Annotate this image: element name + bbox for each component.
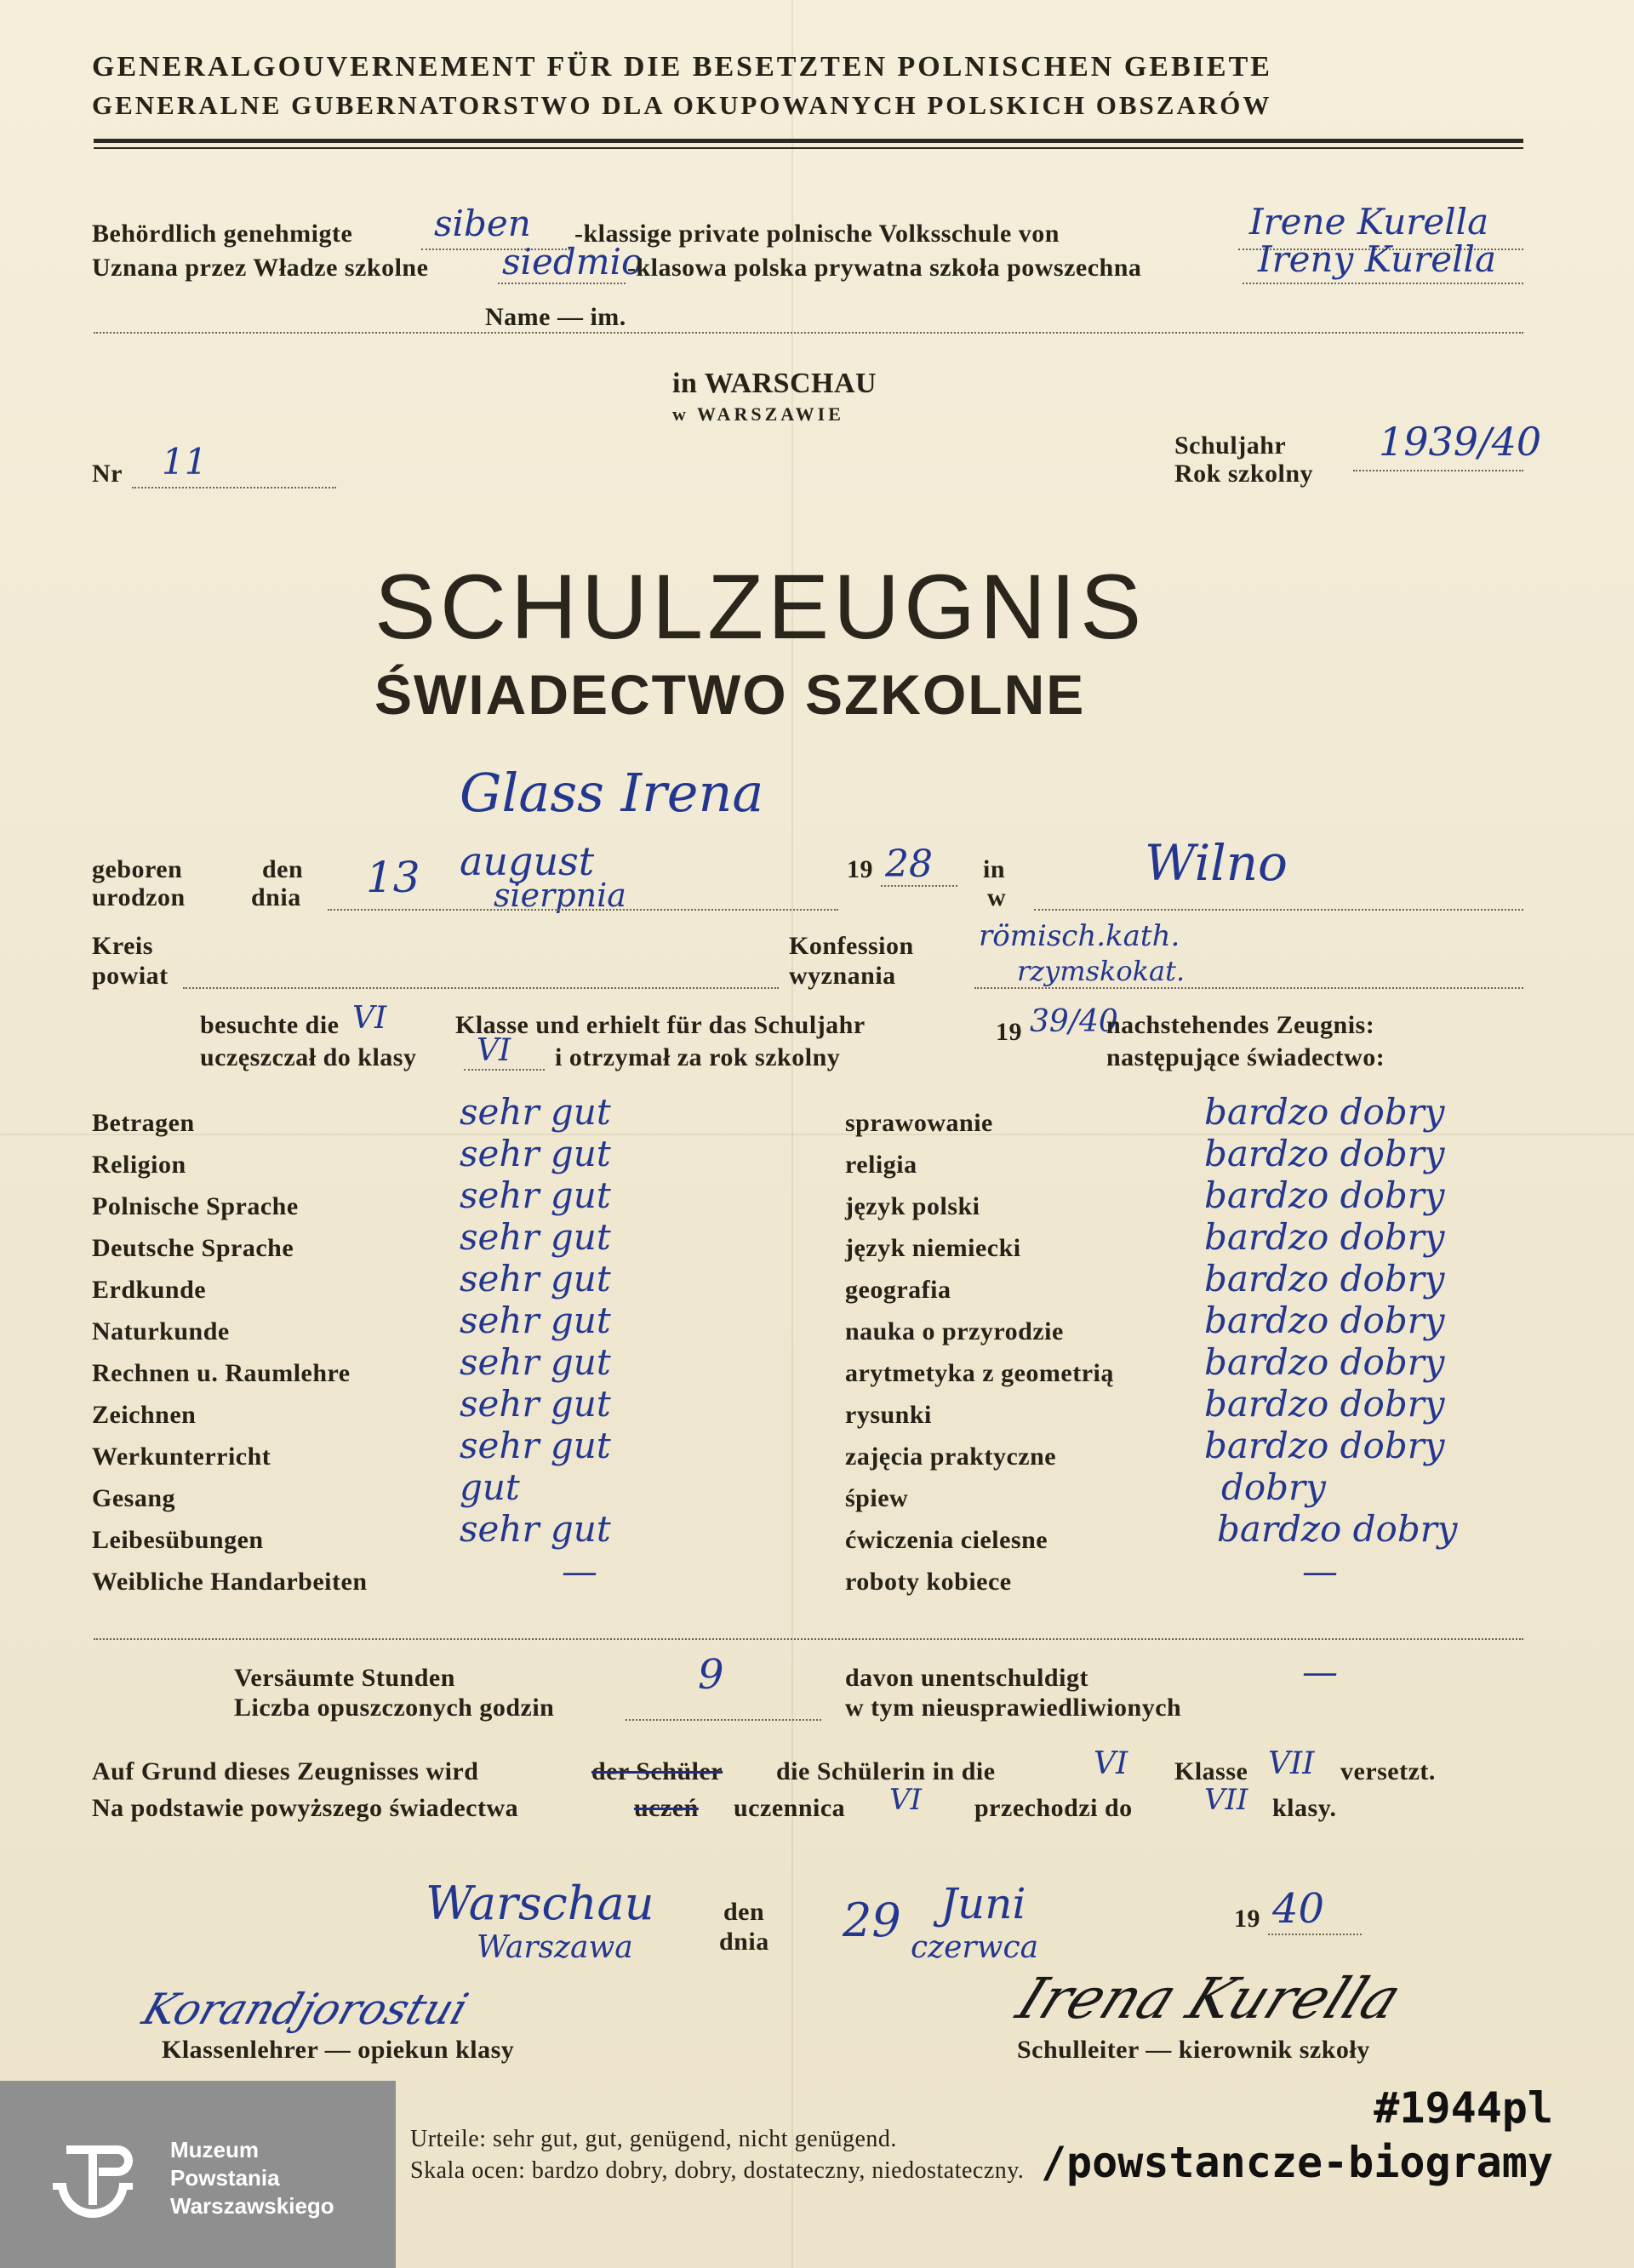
museum-name-line2: Powstania	[170, 2165, 280, 2191]
dotted-line	[464, 1069, 545, 1071]
grade-pl-handwritten: bardzo dobry	[1204, 1091, 1445, 1133]
birth-year-prefix: 19	[847, 855, 873, 883]
museum-logo-box	[0, 2081, 396, 2268]
subject-de: Erdkunde	[92, 1276, 207, 1304]
class-line1-c: nachstehendes Zeugnis:	[1106, 1011, 1375, 1039]
subject-de: Religion	[92, 1151, 186, 1179]
grade-de-handwritten: sehr gut	[460, 1300, 611, 1341]
header-rule-thick	[94, 139, 1523, 143]
school-de-classes-handwritten: siben	[434, 203, 531, 244]
subject-pl: roboty kobiece	[845, 1568, 1012, 1596]
class-line1-b: Klasse und erhielt für das Schuljahr	[455, 1011, 866, 1039]
dotted-line	[328, 909, 838, 911]
grade-de-handwritten: gut	[460, 1466, 520, 1508]
city-german: in WARSCHAU	[672, 368, 877, 399]
confession-label-de: Konfession	[789, 932, 914, 960]
grade-pl-handwritten: bardzo dobry	[1217, 1508, 1458, 1550]
subject-de: Zeichnen	[92, 1401, 197, 1429]
grade-de-handwritten: sehr gut	[460, 1508, 611, 1550]
name-label: Name — im.	[485, 303, 626, 331]
class-line2-a: uczęszczał do klasy	[200, 1043, 417, 1071]
head-label: Schulleiter — kierownik szkoły	[1017, 2036, 1370, 2064]
grade-pl-handwritten: bardzo dobry	[1204, 1174, 1445, 1216]
grade-de-handwritten: sehr gut	[460, 1216, 611, 1258]
teacher-label: Klassenlehrer — opiekun klasy	[162, 2036, 515, 2064]
grade-de-handwritten: sehr gut	[460, 1258, 611, 1300]
promotion-pl-a: Na podstawie powyższego świadectwa	[92, 1794, 519, 1822]
unexcused-label-de: davon unentschuldigt	[845, 1664, 1088, 1692]
class-line2-c: następujące świadectwo:	[1106, 1043, 1385, 1071]
dotted-line	[1268, 1934, 1362, 1935]
promotion-pl-to-handwritten: VII	[1204, 1783, 1248, 1817]
dotted-line	[1243, 283, 1523, 284]
class-line2-b: i otrzymał za rok szkolny	[555, 1043, 841, 1071]
subject-pl: religia	[845, 1151, 917, 1179]
promotion-de-from-handwritten: VI	[1094, 1746, 1128, 1781]
promotion-de-struck: der Schüler	[591, 1757, 723, 1785]
school-de-prefix: Behördlich genehmigte	[92, 220, 353, 248]
place-label-pl: w	[987, 883, 1007, 911]
district-label-de: Kreis	[92, 932, 153, 960]
subject-de: Leibesübungen	[92, 1526, 264, 1554]
grade-de-handwritten: sehr gut	[460, 1341, 611, 1383]
subject-de: Gesang	[92, 1484, 176, 1512]
subject-pl: arytmetyka z geometrią	[845, 1359, 1114, 1387]
grade-pl-handwritten: bardzo dobry	[1204, 1383, 1445, 1425]
header-polish: GENERALNE GUBERNATORSTWO DLA OKUPOWANYCH POLSKICH OBSZARÓW	[92, 90, 1272, 120]
class-line2-class-handwritten: VI	[477, 1033, 511, 1068]
hashtag-1944pl: #1944pl	[1374, 2083, 1553, 2133]
nr-label: Nr	[92, 460, 123, 488]
confession-label-pl: wyznania	[789, 962, 896, 990]
unexcused-label-pl: w tym nieusprawiedliwionych	[845, 1694, 1182, 1722]
promotion-pl-c: przechodzi do	[974, 1794, 1133, 1822]
school-pl-classes-handwritten: siedmio	[502, 241, 643, 283]
city-polish: w WARSZAWIE	[672, 403, 844, 425]
head-signature: Irena Kurella	[1008, 1966, 1411, 2031]
subject-pl: język polski	[845, 1192, 980, 1220]
grade-pl-handwritten: bardzo dobry	[1204, 1341, 1445, 1383]
dotted-line	[974, 987, 1523, 989]
promotion-de-a: Auf Grund dieses Zeugnisses wird	[92, 1757, 479, 1785]
title-polish: ŚWIADECTWO SZKOLNE	[374, 663, 1086, 726]
school-pl-prefix: Uznana przez Władze szkolne	[92, 254, 429, 282]
confession-de-handwritten: römisch.kath.	[979, 919, 1180, 953]
subject-de: Weibliche Handarbeiten	[92, 1568, 368, 1596]
subject-pl: zajęcia praktyczne	[845, 1442, 1057, 1471]
birth-place-handwritten: Wilno	[1145, 834, 1288, 892]
signing-day-label-pl: dnia	[719, 1928, 769, 1956]
grade-pl-handwritten: bardzo dobry	[1204, 1300, 1445, 1341]
dotted-line	[1034, 909, 1523, 911]
school-year-value-handwritten: 1939/40	[1379, 419, 1542, 465]
subject-pl: język niemiecki	[845, 1234, 1021, 1262]
title-german: SCHULZEUGNIS	[374, 555, 1146, 658]
dotted-line	[626, 1719, 821, 1721]
signing-place-pl-handwritten: Warszawa	[477, 1930, 633, 1965]
missed-hours-handwritten: 9	[698, 1651, 724, 1699]
place-label-de: in	[983, 855, 1006, 883]
class-line1-class-handwritten: VI	[352, 1001, 387, 1036]
anchor-kotwica-icon	[51, 2130, 145, 2224]
dotted-line	[94, 1638, 1523, 1640]
promotion-de-to-handwritten: VII	[1268, 1746, 1315, 1781]
subject-de: Deutsche Sprache	[92, 1234, 294, 1262]
subject-de: Polnische Sprache	[92, 1192, 299, 1220]
subject-de: Betragen	[92, 1109, 195, 1137]
school-pl-owner-handwritten: Ireny Kurella	[1258, 238, 1496, 280]
grade-de-handwritten: sehr gut	[460, 1425, 611, 1466]
subject-pl: geografia	[845, 1276, 951, 1304]
missed-hours-label-de: Versäumte Stunden	[234, 1664, 455, 1692]
grading-scale-pl: Skala ocen: bardzo dobry, dobry, dostateczny, niedostateczny.	[410, 2157, 1025, 2184]
subject-pl: nauka o przyrodzie	[845, 1317, 1064, 1345]
dotted-line	[498, 283, 626, 284]
born-label-pl: urodzon	[92, 883, 186, 911]
subject-de: Rechnen u. Raumlehre	[92, 1359, 351, 1387]
promotion-de-c: Klasse	[1174, 1757, 1248, 1785]
biograms-handle: /powstancze-biogramy	[1040, 2138, 1553, 2187]
day-label-de: den	[262, 855, 304, 883]
grade-pl-handwritten: bardzo dobry	[1204, 1258, 1445, 1300]
subject-pl: śpiew	[845, 1484, 909, 1512]
promotion-pl-struck: uczeń	[634, 1794, 699, 1822]
subject-de: Naturkunde	[92, 1317, 230, 1345]
museum-name-line1: Muzeum	[170, 2137, 259, 2162]
class-year-prefix: 19	[996, 1018, 1022, 1046]
birth-day-handwritten: 13	[366, 853, 420, 902]
nr-value-handwritten: 11	[162, 441, 208, 483]
subject-pl: sprawowanie	[845, 1109, 993, 1137]
class-year-handwritten: 39/40	[1030, 1004, 1118, 1039]
school-year-label-pl: Rok szkolny	[1174, 460, 1314, 488]
district-label-pl: powiat	[92, 962, 169, 990]
subject-pl: ćwiczenia cielesne	[845, 1526, 1048, 1554]
school-de-suffix: -klassige private polnische Volksschule von	[574, 220, 1060, 248]
header-rule-thin	[94, 147, 1523, 149]
signing-day-label-de: den	[723, 1898, 765, 1926]
birth-month-pl-handwritten: sierpnia	[494, 877, 626, 914]
dotted-line	[94, 332, 1523, 334]
signing-month-pl-handwritten: czerwca	[911, 1930, 1039, 1965]
school-de-owner-handwritten: Irene Kurella	[1249, 201, 1489, 243]
museum-name-line3: Warszawskiego	[170, 2193, 334, 2219]
promotion-de-b: die Schülerin in die	[776, 1757, 996, 1785]
dotted-line	[881, 885, 957, 887]
promotion-pl-from-handwritten: VI	[889, 1783, 922, 1817]
museum-name	[170, 2136, 334, 2220]
signing-year-prefix: 19	[1234, 1905, 1260, 1933]
signing-month-de-handwritten: Juni	[940, 1879, 1026, 1928]
promotion-pl-d: klasy.	[1272, 1794, 1337, 1822]
grade-de-handwritten: sehr gut	[460, 1383, 611, 1425]
missed-hours-label-pl: Liczba opuszczonych godzin	[234, 1694, 555, 1722]
signing-place-de-handwritten: Warschau	[426, 1877, 654, 1930]
class-line1-a: besuchte die	[200, 1011, 340, 1039]
dotted-line	[1353, 470, 1523, 471]
subject-pl: rysunki	[845, 1401, 932, 1429]
grade-pl-handwritten: bardzo dobry	[1204, 1425, 1445, 1466]
teacher-signature: Korandjorostui	[136, 1985, 475, 2034]
grade-de-handwritten: sehr gut	[460, 1091, 611, 1133]
grade-de-handwritten: —	[562, 1551, 597, 1592]
day-label-pl: dnia	[251, 883, 301, 911]
confession-pl-handwritten: rzymskokat.	[1017, 955, 1186, 987]
birth-year-handwritten: 28	[885, 843, 933, 886]
grade-de-handwritten: sehr gut	[460, 1133, 611, 1174]
dotted-line	[132, 487, 336, 488]
grade-pl-handwritten: bardzo dobry	[1204, 1133, 1445, 1174]
signing-day-handwritten: 29	[843, 1894, 901, 1947]
school-pl-suffix: -klasowa polska prywatna szkoła powszechna	[627, 254, 1142, 282]
grade-pl-handwritten: —	[1302, 1551, 1338, 1592]
student-name-handwritten: Glass Irena	[460, 762, 764, 824]
grade-de-handwritten: sehr gut	[460, 1174, 611, 1216]
subject-de: Werkunterricht	[92, 1442, 271, 1471]
unexcused-hours-handwritten: —	[1302, 1651, 1338, 1693]
school-year-label-de: Schuljahr	[1174, 431, 1287, 460]
dotted-line	[183, 987, 779, 989]
header-german: GENERALGOUVERNEMENT FÜR DIE BESETZTEN POLNISCHEN GEBIETE	[92, 51, 1272, 83]
signing-year-handwritten: 40	[1272, 1885, 1325, 1933]
grade-pl-handwritten: bardzo dobry	[1204, 1216, 1445, 1258]
grade-pl-handwritten: dobry	[1221, 1466, 1326, 1508]
grading-scale-de: Urteile: sehr gut, gut, genügend, nicht genügend.	[410, 2126, 897, 2152]
born-label-de: geboren	[92, 855, 183, 883]
birth-month-de-handwritten: august	[460, 838, 595, 884]
promotion-pl-b: uczennica	[734, 1794, 846, 1822]
promotion-de-d: versetzt.	[1340, 1757, 1436, 1785]
